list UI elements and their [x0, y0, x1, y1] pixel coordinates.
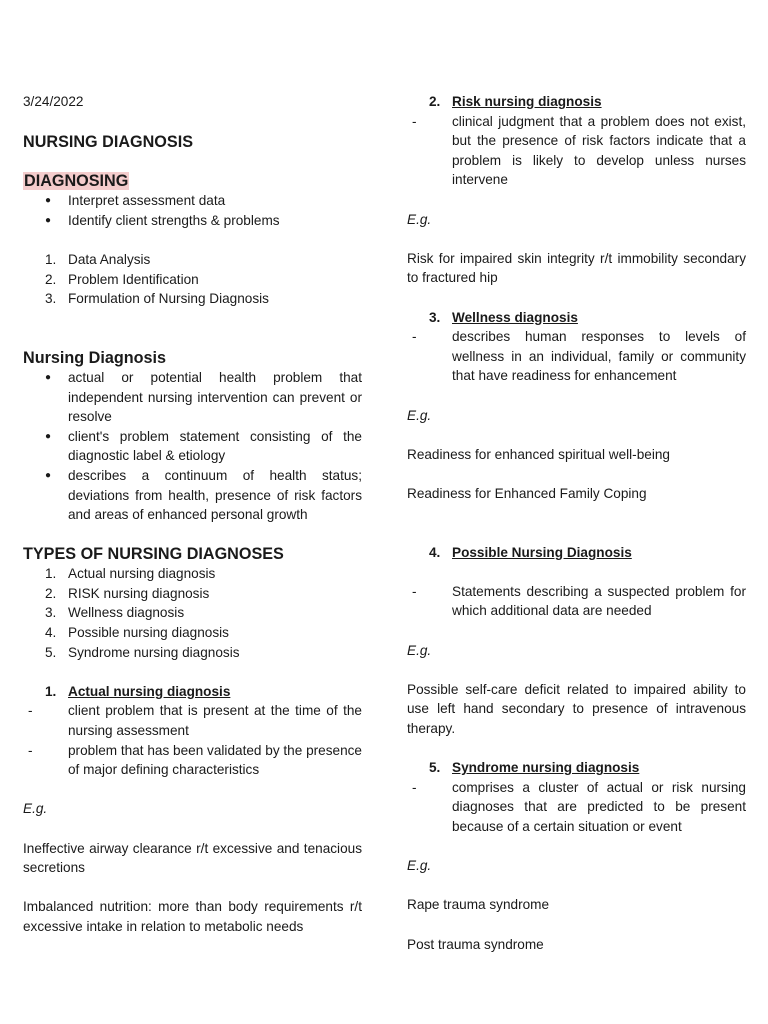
example-label: E.g. — [407, 211, 432, 227]
page-title: NURSING DIAGNOSIS — [23, 132, 193, 151]
list-item: 2. Problem Identification — [45, 271, 199, 287]
example-text: Rape trauma syndrome — [407, 897, 550, 913]
diagnosing-heading: DIAGNOSING — [24, 172, 129, 191]
example-text: Possible self-care deficit related to impaired ability to use left hand secondary to presence of intravenous therapy. — [407, 681, 746, 736]
right-column — [407, 92, 746, 954]
example-text: Ineffective airway clearance r/t excessive and tenacious secretions — [23, 840, 362, 876]
risk-diagnosis-points — [407, 112, 746, 190]
types-list — [23, 564, 362, 662]
syndrome-diagnosis-points — [407, 778, 746, 837]
wellness-diagnosis-points — [407, 327, 746, 386]
list-item: 3. Wellness diagnosis — [45, 605, 185, 621]
list-item: 1. Actual nursing diagnosis — [45, 566, 216, 582]
possible-diagnosis-points — [407, 582, 746, 621]
list-item: 5. Syndrome nursing diagnosis — [45, 644, 240, 660]
possible-diagnosis-heading: 4. Possible Nursing Diagnosis — [429, 544, 632, 560]
actual-diagnosis-heading: 1. Actual nursing diagnosis — [45, 683, 231, 699]
list-item: 3. Formulation of Nursing Diagnosis — [45, 291, 269, 307]
diagnosing-steps-list — [23, 250, 362, 309]
list-item: 2. RISK nursing diagnosis — [45, 585, 210, 601]
list-item: ● describes a continuum of health status; deviations from health, presence of risk factors and areas of enhanced personal growth — [23, 466, 362, 525]
nursing-diagnosis-bullet-list — [23, 368, 362, 525]
example-text: Imbalanced nutrition: more than body requirements r/t excessive intake in relation to metabolic needs — [23, 899, 362, 934]
list-item: ● Interpret assessment data — [23, 191, 362, 211]
list-item: 1. Data Analysis — [45, 251, 151, 267]
list-item: ● client's problem statement consisting of the diagnostic label & etiology — [23, 427, 362, 466]
example-text: Readiness for Enhanced Family Coping — [407, 485, 647, 501]
example-label: E.g. — [407, 407, 432, 423]
example-label: E.g. — [407, 858, 432, 874]
example-text: Post trauma syndrome — [407, 936, 544, 952]
wellness-diagnosis-heading: 3. Wellness diagnosis — [429, 309, 578, 325]
syndrome-diagnosis-heading: 5. Syndrome nursing diagnosis — [429, 760, 640, 776]
list-item: - describes human responses to levels of wellness in an individual, family or community that have readiness for enhancement — [412, 329, 746, 384]
example-text: Risk for impaired skin integrity r/t immobility secondary to fractured hip — [407, 250, 746, 286]
nursing-diagnosis-heading: Nursing Diagnosis — [23, 348, 167, 367]
list-item: ● Identify client strengths & problems — [23, 211, 362, 231]
types-heading: TYPES OF NURSING DIAGNOSES — [23, 545, 284, 564]
list-item: - comprises a cluster of actual or risk nursing diagnoses that are predicted to be present because of a certain situation or event — [412, 779, 746, 834]
date: 3/24/2022 — [23, 94, 84, 109]
risk-diagnosis-heading: 2. Risk nursing diagnosis — [429, 94, 602, 109]
example-label: E.g. — [407, 642, 432, 658]
list-item: - Statements describing a suspected problem for which additional data are needed — [412, 583, 746, 619]
list-item: 4. Possible nursing diagnosis — [45, 625, 229, 641]
actual-diagnosis-points — [23, 701, 362, 779]
example-text: Readiness for enhanced spiritual well-being — [407, 446, 670, 462]
diagnosing-bullet-list — [23, 191, 362, 230]
list-item: - clinical judgment that a problem does not exist, but the presence of risk factors indicate that a problem is likely to develop unless nurses intervene — [412, 113, 746, 188]
list-item: - problem that has been validated by the presence of major defining characteristics — [28, 742, 362, 778]
example-label: E.g. — [23, 801, 48, 817]
left-column — [23, 92, 362, 937]
list-item: ● actual or potential health problem that independent nursing intervention can prevent or resolve — [23, 368, 362, 427]
list-item: - client problem that is present at the time of the nursing assessment — [28, 703, 362, 739]
